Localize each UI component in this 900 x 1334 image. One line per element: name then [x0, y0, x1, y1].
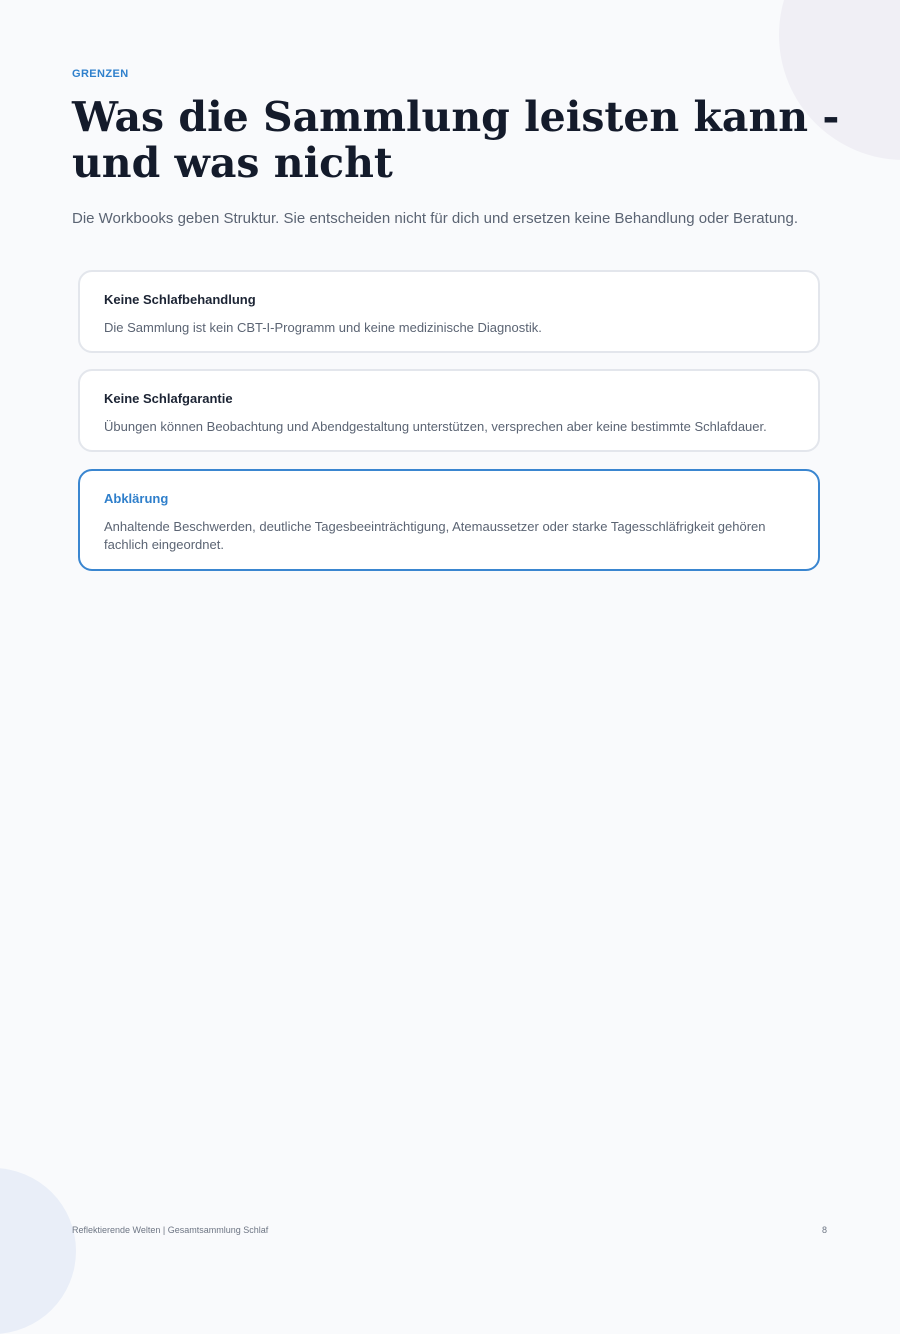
card-text: Übungen können Beobachtung und Abendgestaltung unterstützen, versprechen aber keine bestimmte Schlafdauer. [104, 419, 767, 434]
card-text: Die Sammlung ist kein CBT-I-Programm und keine medizinische Diagnostik. [104, 320, 542, 335]
section-eyebrow: GRENZEN [72, 68, 129, 80]
decorative-circle-bottom [0, 1168, 76, 1334]
card-title: Abklärung [104, 491, 169, 506]
card-keine-schlafgarantie [78, 369, 820, 452]
card-text: Anhaltende Beschwerden, deutliche Tagesbeeinträchtigung, Atemaussetzer oder starke Tagesschläfrigkeit gehören fachlich eingeordnet. [104, 519, 766, 552]
intro-text: Die Workbooks geben Struktur. Sie entscheiden nicht für dich und ersetzen keine Behandlung oder Beratung. [72, 210, 799, 227]
card-keine-schlafbehandlung [78, 270, 820, 353]
card-title: Keine Schlafbehandlung [104, 292, 256, 307]
card-title: Keine Schlafgarantie [104, 391, 233, 406]
page-title: Was die Sammlung leisten kann - und was nicht [72, 93, 840, 187]
page-number: 8 [821, 1225, 827, 1235]
card-abklaerung [78, 469, 820, 571]
footer-source: Reflektierende Welten | Gesamtsammlung Schlaf [72, 1225, 269, 1235]
